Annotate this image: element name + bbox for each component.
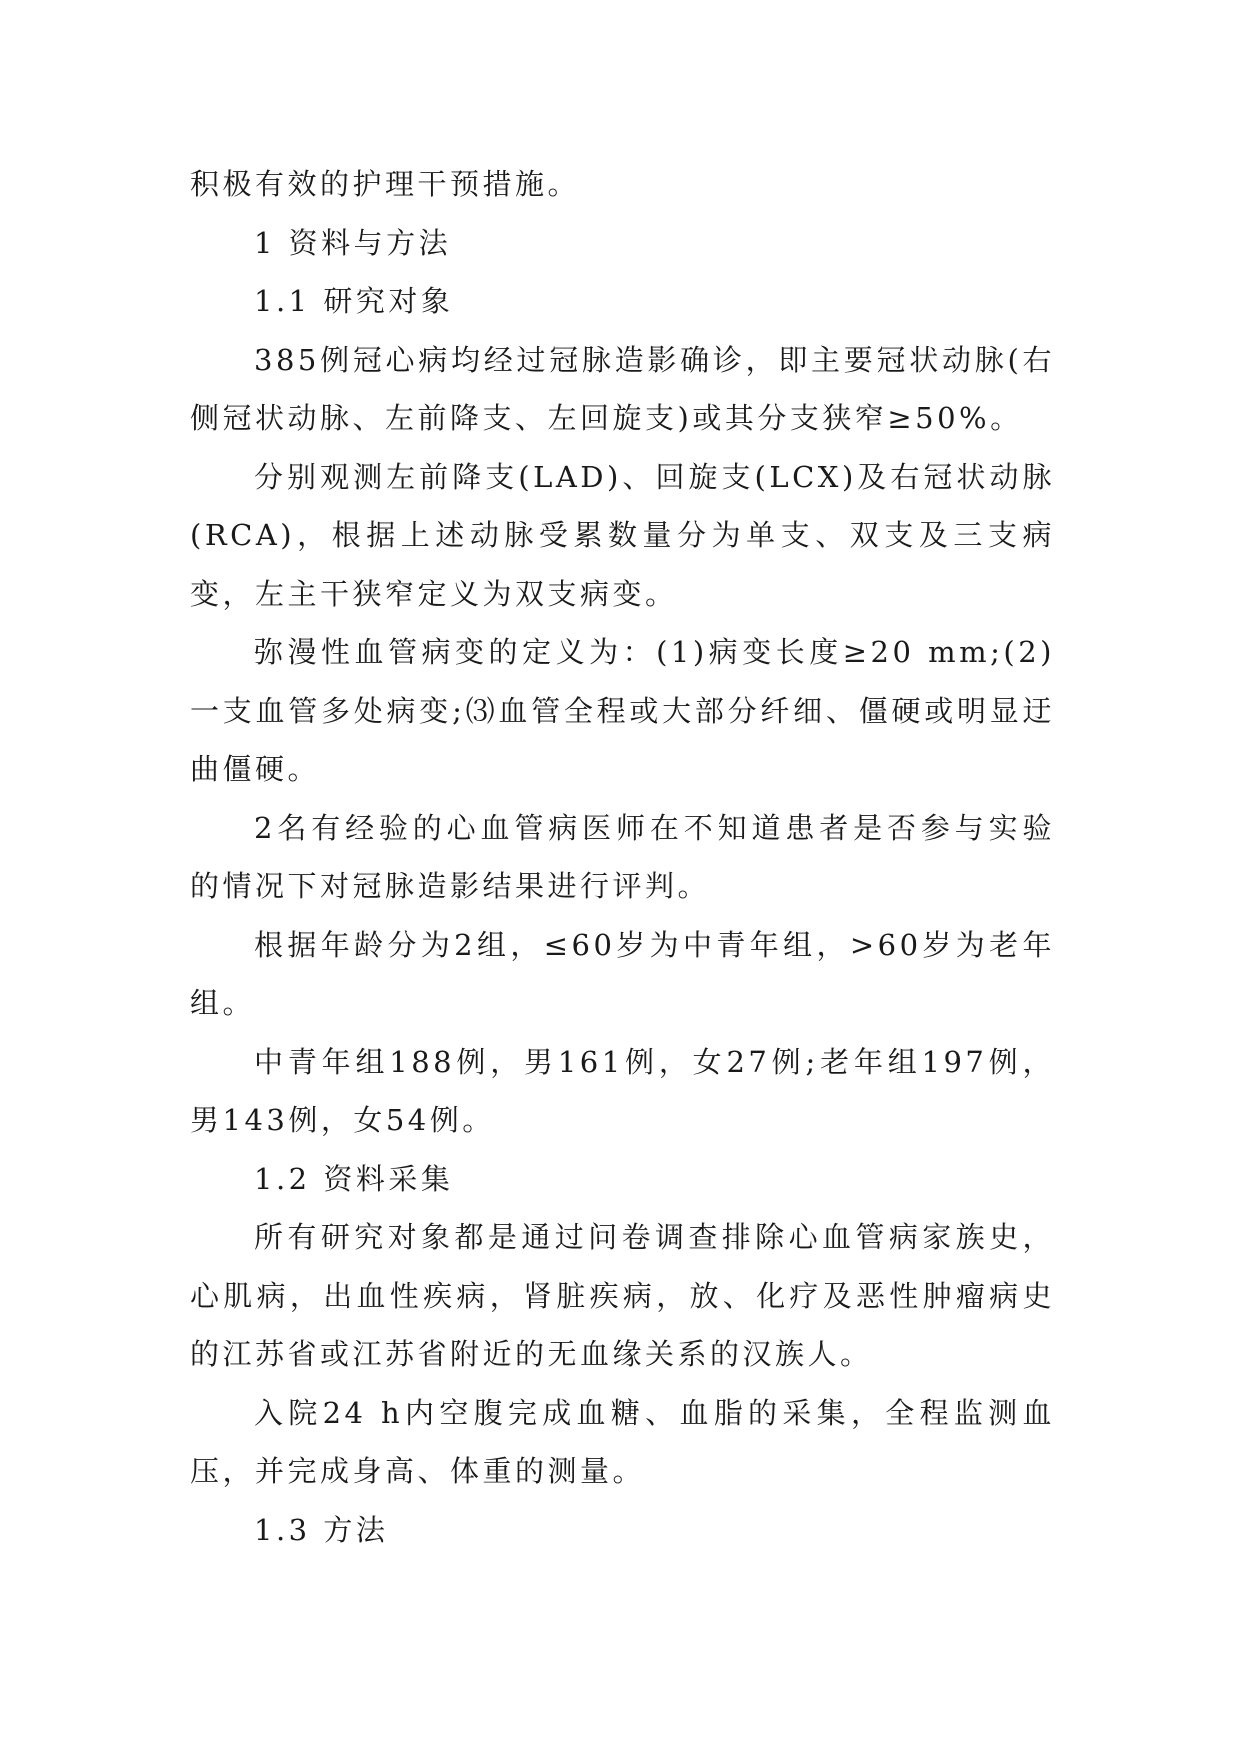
- subsection-heading-data-collection: 1.2 资料采集: [254, 1161, 454, 1196]
- paragraph-intro-end: 积极有效的护理干预措施。: [190, 167, 581, 201]
- document-body: [190, 155, 1055, 1559]
- paragraph-exclusion-criteria: 所有研究对象都是通过问卷调查排除心血管病家族史，心肌病，出血性疾病，肾脏疾病，放、化疗及恶性肿瘤病史的江苏省或江苏省附近的无血缘关系的汉族人。: [190, 1220, 1055, 1371]
- paragraph-evaluation: 2名有经验的心血管病医师在不知道患者是否参与实验的情况下对冠脉造影结果进行评判。: [190, 810, 1055, 903]
- paragraph-measurements: 入院24 h内空腹完成血糖、血脂的采集，全程监测血压，并完成身高、体重的测量。: [190, 1395, 1055, 1488]
- paragraph-group-counts: 中青年组188例，男161例，女27例;老年组197例，男143例，女54例。: [190, 1044, 1055, 1137]
- subsection-heading-subjects: 1.1 研究对象: [254, 284, 454, 318]
- section-heading-materials-methods: 1 资料与方法: [254, 225, 452, 260]
- paragraph-age-groups: 根据年龄分为2组，≤60岁为中青年组，>60岁为老年组。: [190, 927, 1055, 1020]
- paragraph-diffuse-definition: 弥漫性血管病变的定义为：(1)病变长度≥20 mm;(2)一支血管多处病变;⑶血管全程或大部分纤细、僵硬或明显迂曲僵硬。: [190, 635, 1055, 786]
- paragraph-diagnosis: 385例冠心病均经过冠脉造影确诊，即主要冠状动脉(右侧冠状动脉、左前降支、左回旋支)或其分支狭窄≥50%。: [190, 342, 1055, 435]
- subsection-heading-methods: 1.3 方法: [254, 1512, 389, 1547]
- paragraph-lesion-classification: 分别观测左前降支(LAD)、回旋支(LCX)及右冠状动脉(RCA)，根据上述动脉受累数量分为单支、双支及三支病变，左主干狭窄定义为双支病变。: [190, 459, 1055, 611]
